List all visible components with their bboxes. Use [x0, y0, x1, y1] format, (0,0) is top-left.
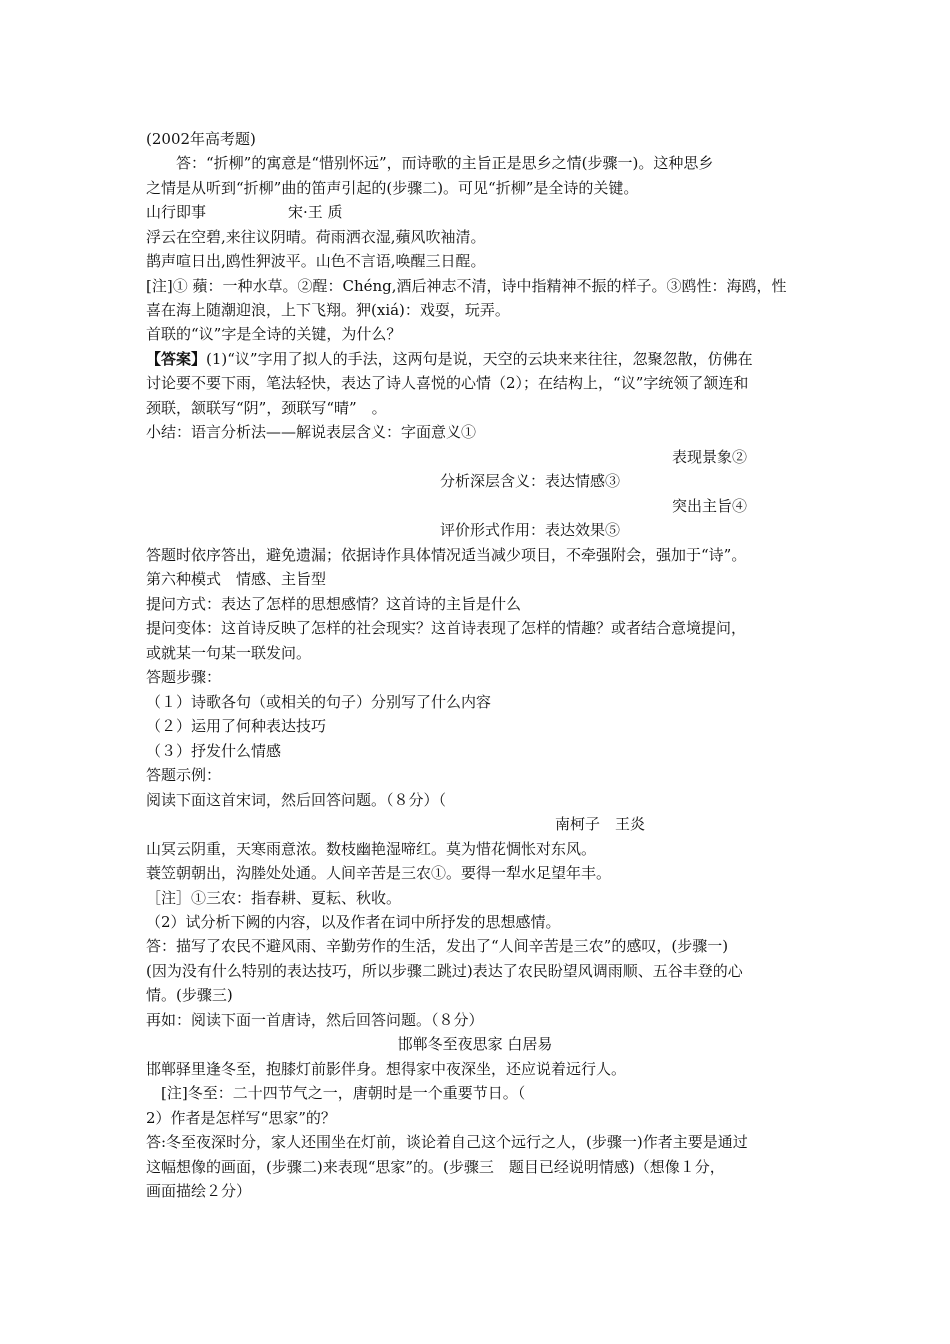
annotation: 喜在海上随潮迎浪，上下飞翔。狎(xiá)：戏耍，玩弄。 — [146, 301, 510, 319]
poem-title: 邯郸冬至夜思家 白居易 — [397, 1035, 553, 1053]
annotation: [注]① 蘋：一种水草。②酲：Chéng,酒后神志不清，诗中指精神不振的样子。③鸥性：海鸥，性 — [146, 277, 787, 295]
poem-line: 鹊声喧日出,鸥性狎波平。山色不言语,唤醒三日酲。 — [146, 252, 486, 270]
poem-author: 宋·王 质 — [288, 203, 343, 221]
answer-line: (因为没有什么特别的表达技巧，所以步骤二跳过)表达了农民盼望风调雨顺、五谷丰登的心 — [146, 962, 743, 980]
answer-line: 答:冬至夜深时分，家人还围坐在灯前，谈论着自己这个远行之人，(步骤一)作者主要是通过 — [146, 1133, 748, 1151]
annotation: [注]冬至：二十四节气之一，唐朝时是一个重要节日。（ — [161, 1084, 526, 1102]
task-line: 阅读下面这首宋词，然后回答问题。（８分）（ — [146, 791, 447, 809]
answer-text: (1)“议”字用了拟人的手法，这两句是说，天空的云块来来往往，忽聚忽散，仿佛在 — [206, 350, 753, 368]
summary-line: 小结：语言分析法——解说表层含义：字面意义① — [146, 423, 477, 441]
section-heading: 第六种模式 情感、主旨型 — [146, 570, 327, 588]
question-variant: 提问变体：这首诗反映了怎样的社会现实？这首诗表现了怎样的情趣？或者结合意境提问， — [146, 619, 747, 637]
question: 2）作者是怎样写“思家”的？ — [146, 1109, 336, 1127]
poem-line: 浮云在空碧,来往议阴晴。荷雨洒衣湿,蘋风吹袖清。 — [146, 228, 486, 246]
example-heading: 答题示例： — [146, 766, 222, 784]
answer-row — [146, 348, 753, 370]
answer-line: 讨论要不要下雨，笔法轻快，表达了诗人喜悦的心情（2）；在结构上，“议”字统领了颔连和 — [146, 374, 749, 392]
source-note: (2002年高考题) — [146, 130, 256, 148]
step-item: （１）诗歌各句（或相关的句子）分别写了什么内容 — [146, 693, 492, 711]
summary-item: 分析深层含义：表达情感③ — [440, 472, 621, 490]
question: 首联的“议”字是全诗的关键，为什么？ — [146, 325, 402, 343]
poem-title: 南柯子 王炎 — [555, 815, 646, 833]
answer-line: 情。(步骤三) — [146, 986, 233, 1004]
answer-line: 之情是从听到“折柳”曲的笛声引起的(步骤二)。可见“折柳”是全诗的关键。 — [146, 179, 639, 197]
steps-heading: 答题步骤： — [146, 668, 222, 686]
step-item: （２）运用了何种表达技巧 — [146, 717, 327, 735]
step-item: （３）抒发什么情感 — [146, 742, 282, 760]
question-variant: 或就某一句某一联发问。 — [146, 644, 312, 662]
answer-label: 【答案】 — [146, 350, 207, 368]
answer-line: 答：描写了农民不避风雨、辛勤劳作的生活，发出了“人间辛苦是三农”的感叹，(步骤一) — [146, 937, 729, 955]
summary-item: 突出主旨④ — [672, 497, 748, 515]
poem-line: 蓑笠朝朝出，沟塍处处通。人间辛苦是三农①。要得一犁水足望年丰。 — [146, 864, 612, 882]
question: （2）试分析下阙的内容，以及作者在词中所抒发的思想感情。 — [146, 913, 561, 931]
summary-item: 表现景象② — [672, 448, 748, 466]
task-line: 再如：阅读下面一首唐诗，然后回答问题。（８分） — [146, 1011, 484, 1029]
question-format: 提问方式：表达了怎样的思想感情？这首诗的主旨是什么 — [146, 595, 522, 613]
answer-line: 这幅想像的画面，(步骤二)来表现“思家”的。(步骤三 题目已经说明情感)（想像１分， — [146, 1158, 725, 1176]
answer-line: 颈联，颔联写“阴”，颈联写“晴” 。 — [146, 399, 387, 417]
guideline-line: 答题时依序答出，避免遗漏；依据诗作具体情况适当减少项目，不牵强附会，强加于“诗”。 — [146, 546, 747, 564]
poem-line: 邯郸驿里逢冬至，抱膝灯前影伴身。想得家中夜深坐，还应说着远行人。 — [146, 1060, 627, 1078]
poem-title: 山行即事 — [146, 203, 207, 221]
answer-line: 答：“折柳”的寓意是“惜别怀远”，而诗歌的主旨正是思乡之情(步骤一)。这种思乡 — [176, 154, 714, 172]
summary-item: 评价形式作用：表达效果⑤ — [440, 521, 621, 539]
poem-line: 山冥云阴重，天寒雨意浓。数枝幽艳湿啼红。莫为惜花惆怅对东风。 — [146, 840, 597, 858]
answer-line: 画面描绘２分） — [146, 1182, 252, 1200]
annotation: ［注］①三农：指春耕、夏耘、秋收。 — [146, 889, 402, 907]
